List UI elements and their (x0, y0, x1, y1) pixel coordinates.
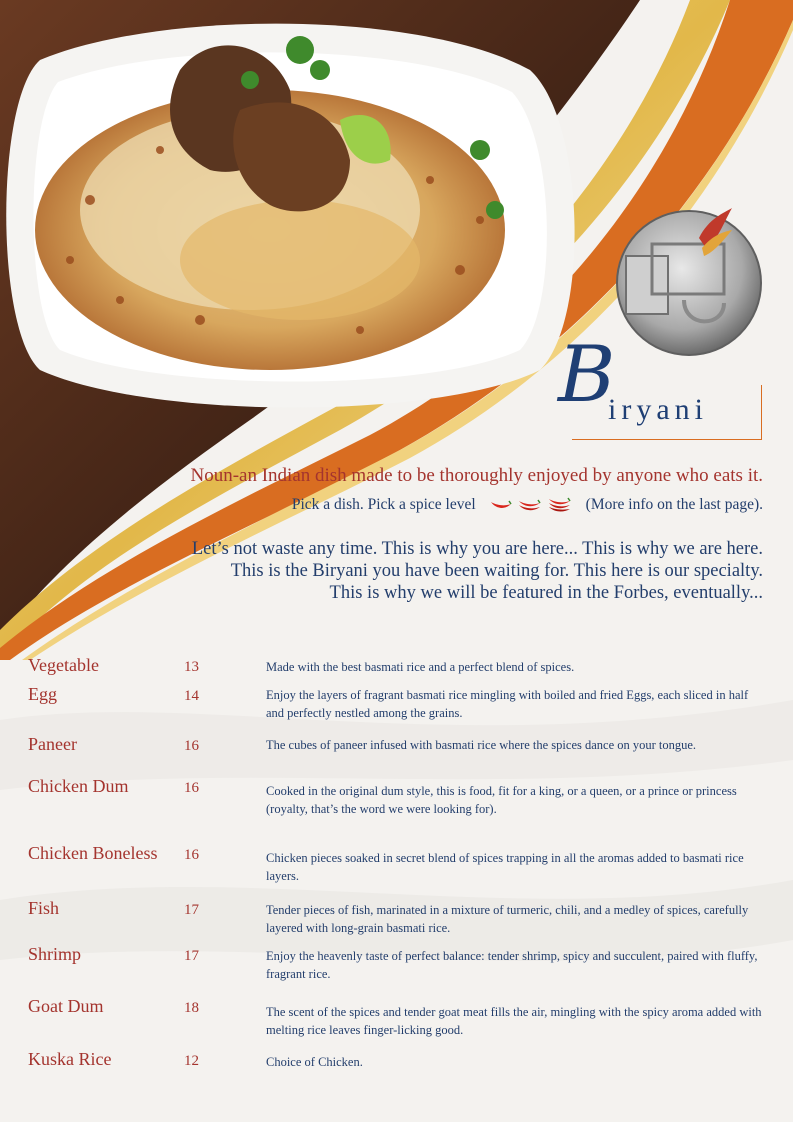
chili-mild-icon (490, 499, 512, 511)
spice-prefix: Pick a dish. Pick a spice level (291, 496, 476, 513)
menu-item-name: Chicken Boneless (28, 843, 158, 863)
biryani-plate-image (6, 24, 574, 408)
spice-levels (490, 497, 572, 513)
menu-item-description: The scent of the spices and tender goat meat fills the air, mingling with the spicy aroma added with melting rice leaves finger-licking good. (266, 1005, 762, 1037)
menu-item-description: The cubes of paneer infused with basmati rice where the spices dance on your tongue. (266, 738, 697, 752)
menu-item-name: Shrimp (28, 944, 82, 964)
menu-item-price: 14 (184, 688, 199, 704)
menu-item-price: 17 (184, 948, 199, 964)
chili-hot-icon (548, 497, 572, 513)
menu-item-description: Chicken pieces soaked in secret blend of spices trapping in all the aromas added to basmati rice layers. (266, 851, 744, 883)
menu-item-description: Enjoy the heavenly taste of perfect balance: tender shrimp, spicy and succulent, paired with fluffy, fragrant rice. (266, 949, 758, 981)
menu-item-price: 18 (184, 1000, 199, 1016)
spice-level-line (292, 496, 763, 514)
tagline: Noun-an Indian dish made to be thoroughly enjoyed by anyone who eats it. (190, 465, 763, 486)
page-title: iryani (608, 393, 708, 426)
page-title-initial: B (558, 330, 616, 420)
menu-item-name: Paneer (28, 734, 77, 754)
menu-item-description: Cooked in the original dum style, this is food, fit for a king, or a queen, or a prince or princess (royalty, that’s the word we were looking for). (266, 784, 737, 816)
intro-line: Let’s not waste any time. This is why you are here... This is why we are here. (191, 539, 763, 559)
intro-line: This is why we will be featured in the Forbes, eventually... (329, 583, 763, 603)
menu-item-description: Tender pieces of fish, marinated in a mixture of turmeric, chili, and a medley of spices, carefully layered with long-grain basmati rice. (266, 903, 749, 935)
menu-item-price: 17 (184, 902, 199, 918)
menu-item-price: 16 (184, 847, 199, 863)
menu-item-price: 13 (184, 659, 199, 675)
chili-medium-icon (518, 498, 542, 512)
menu-item-name: Egg (28, 684, 57, 704)
menu-item-price: 16 (184, 780, 199, 796)
menu-item-name: Goat Dum (28, 996, 104, 1016)
intro-line: This is the Biryani you have been waiting for. This here is our specialty. (230, 561, 763, 581)
menu-item-price: 12 (184, 1053, 199, 1069)
menu-item-name: Fish (28, 898, 60, 918)
menu-item-description: Choice of Chicken. (266, 1055, 363, 1069)
intro-text (192, 538, 763, 604)
menu-item-description: Enjoy the layers of fragrant basmati rice mingling with boiled and fried Eggs, each sliced in half and perfectly nestled among the grains. (266, 688, 749, 720)
spice-suffix: (More info on the last page). (585, 496, 763, 513)
menu-item-name: Chicken Dum (28, 776, 129, 796)
menu-item-description: Made with the best basmati rice and a perfect blend of spices. (266, 660, 575, 674)
menu-item-name: Vegetable (28, 655, 99, 675)
menu-item-name: Kuska Rice (28, 1049, 112, 1069)
menu-item-price: 16 (184, 738, 199, 754)
